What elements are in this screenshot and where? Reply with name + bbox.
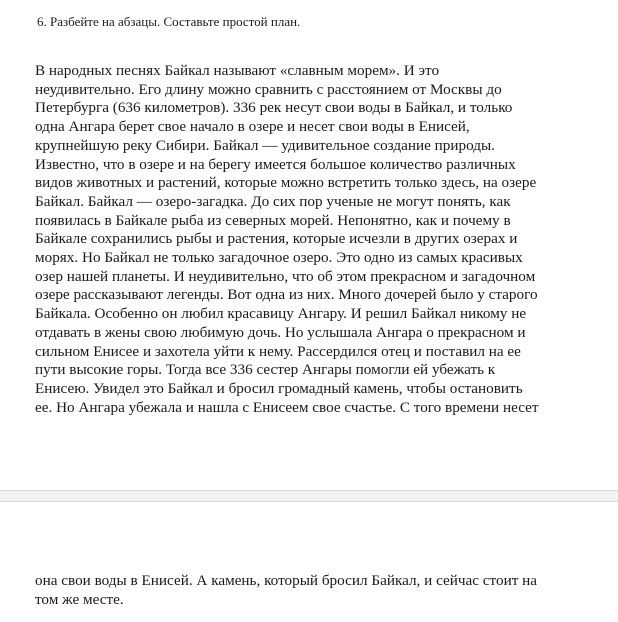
text-line: Байкале сохранились рыбы и растения, которые исчезли в других озерах и xyxy=(35,230,518,248)
text-line: отдавать в жены свою любимую дочь. Но услышала Ангара о прекрасном и xyxy=(35,323,526,341)
text-line: неудивительно. Его длину можно сравнить с расстоянием от Москвы до xyxy=(35,80,502,98)
document-page-2 xyxy=(0,502,618,622)
text-line: крупнейшую реку Сибири. Байкал — удивительное создание природы. xyxy=(35,136,495,154)
text-line: сильном Енисее и захотела уйти к нему. Рассердился отец и поставил на ее xyxy=(35,342,521,360)
text-line: одна Ангара берет свое начало в озере и несет свои воды в Енисей, xyxy=(35,118,470,136)
text-line: ее. Но Ангара убежала и нашла с Енисеем свое счастье. С того времени несет xyxy=(35,398,539,416)
text-line: она свои воды в Енисей. А камень, который бросил Байкал, и сейчас стоит на xyxy=(35,572,537,589)
text-line: видов животных и растений, которые можно встретить только здесь, на озере xyxy=(35,174,537,192)
text-line: Известно, что в озере и на берегу имеется большое количество различных xyxy=(35,155,516,173)
text-line: Байкала. Особенно он любил красавицу Ангару. И решил Байкал никому не xyxy=(35,305,527,323)
text-line: Байкал. Байкал — озеро-загадка. До сих пор ученые не могут понять, как xyxy=(35,192,511,210)
text-line: пути высокие горы. Тогда все 336 сестер Ангары помогли ей убежать к xyxy=(35,361,496,379)
text-line: В народных песнях Байкал называют «славным морем». И это xyxy=(35,62,440,79)
text-line: озере рассказывают легенды. Вот одна из них. Много дочерей было у старого xyxy=(35,286,538,304)
text-line: Петербурга (636 километров). 336 рек несут свои воды в Байкал, и только xyxy=(35,99,513,117)
text-line: морях. Но Байкал не только загадочное озеро. Это одно из самых красивых xyxy=(35,249,523,267)
text-line: появилась в Байкале рыба из северных морей. Непонятно, как и почему в xyxy=(35,211,511,229)
text-line: том же месте. xyxy=(35,590,124,608)
text-line: Енисею. Увидел это Байкал и бросил громадный камень, чтобы остановить xyxy=(35,379,523,397)
page-break-separator xyxy=(0,490,618,502)
task-heading: 6. Разбейте на абзацы. Составьте простой план. xyxy=(37,14,301,29)
passage-text-page-2 xyxy=(35,572,537,609)
passage-text-page-1 xyxy=(35,62,539,417)
text-line: озер нашей планеты. И неудивительно, что об этом прекрасном и загадочном xyxy=(35,267,536,285)
